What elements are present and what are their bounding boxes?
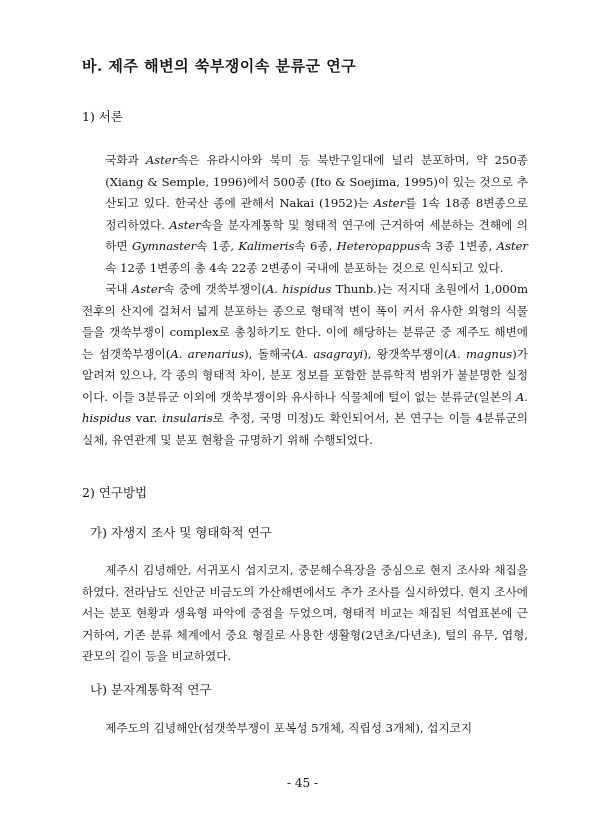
text-run: 속은 유라시아와 북미 등 북반구일대에 널리 분포하며, 약 250종(Xiang & Semple, 1996)에서 500종 (Ito & Soejima, 1995)이 있는 것으로 추산되고 있다. 한국산 종에 관해서 Nakai (1952)는	[105, 153, 528, 210]
text-run: 속 6종,	[294, 239, 337, 253]
page-number: - 45 -	[286, 776, 318, 790]
intro-paragraph-1	[82, 150, 528, 279]
italic-text: Kalimeris	[238, 239, 295, 253]
italic-text: Gymnaster	[131, 239, 197, 253]
text-run: 를 1속 18종 8변종으로 정리하였다.	[105, 196, 528, 232]
text-run: var.	[131, 411, 163, 425]
text-run: Thunb.)는 저지대 초원에서 1,000m 전후의 산지에 걸쳐서 넓게 분포하는 종으로 형태적 변이 폭이 커서 유사한 외형의 식물들을 갯쑥부쟁이 complex로 총칭하기도 한다. 이에 해당하는 분류군 중 제주도 해변에는 섬갯쑥부쟁이(	[82, 282, 528, 361]
page-title: 바. 제주 해변의 쑥부쟁이속 분류군 연구	[82, 57, 357, 75]
italic-text: Aster	[373, 196, 406, 210]
molecular-paragraph: 제주도의 김녕해안(섬갯쑥부쟁이 포복성 5개체, 직립성 3개체), 섭지코지	[105, 721, 473, 735]
text-run: 속을 분자계통학 및 형태적 연구에 근거하여 세분하는 견해에 의하면	[105, 217, 528, 253]
italic-text: A. hispidus	[82, 389, 528, 425]
italic-text: insularis	[162, 411, 213, 425]
italic-text: Aster	[496, 239, 528, 253]
text-run: 속 3종 1변종,	[420, 239, 497, 253]
italic-text: Heteropappus	[336, 239, 421, 253]
italic-text: A. asagrayi	[295, 346, 364, 361]
field-survey-body	[82, 560, 528, 668]
subsection-heading-field-survey: 가) 자생지 조사 및 형태학적 연구	[90, 525, 272, 540]
text-run: ), 돌해국(	[244, 346, 296, 361]
italic-text: Aster	[145, 153, 178, 167]
text-run: 국내	[105, 282, 132, 296]
text-run: )가 알려져 있으나, 각 종의 형태적 차이, 분포 정보를 포함한 분류학적 범위가 불분명한 실정이다. 이들 3분류군 이외에 갯쑥부쟁이와 유사하나 식물체에 털이 없는 분류군(일본의	[82, 346, 528, 404]
italic-text: Aster	[131, 282, 164, 296]
molecular-body	[82, 718, 528, 740]
italic-text: A. arenarius	[170, 346, 245, 361]
text-run: 국화과	[105, 153, 146, 167]
text-run: 속 12종 1변종의 총 4속 22종 2변종이 국내에 분포하는 것으로 인식되고 있다.	[105, 260, 504, 275]
introduction-body	[82, 150, 528, 451]
text-run: 로 추정, 국명 미정)도 확인되어서, 본 연구는 이들 4분류군의 실체, 유연관계 및 분포 현황을 규명하기 위해 수행되었다.	[82, 411, 528, 447]
italic-text: A. magnus	[448, 346, 513, 361]
section-heading-methods: 2) 연구방법	[82, 485, 148, 500]
intro-paragraph-2	[82, 279, 528, 451]
field-survey-paragraph: 제주시 김녕해안, 서귀포시 섭지코지, 중문해수욕장을 중심으로 현지 조사와 채집을 하였다. 전라남도 신안군 비금도의 가산해변에서도 추가 조사를 실시하였다. 현지 조사에서는 분포 현황과 생육형 파악에 중점을 두었으며, 형태적 비교는 채집된 석엽표본에 근거하여, 기존 분류 체계에서 중요 형질로 사용한 생활형(2년초/다년초), 털의 유무, 엽형, 관모의 길이 등을 비교하였다.	[82, 563, 528, 663]
text-run: 속 중에 갯쑥부쟁이(	[163, 282, 266, 296]
italic-text: A. hispidus	[265, 282, 332, 296]
italic-text: Aster	[169, 217, 201, 232]
text-run: 속 1종,	[196, 239, 239, 253]
subsection-heading-molecular: 나) 분자계통학적 연구	[90, 682, 212, 697]
text-run: ), 왕갯쑥부쟁이(	[363, 346, 449, 361]
section-heading-introduction: 1) 서론	[82, 109, 123, 124]
